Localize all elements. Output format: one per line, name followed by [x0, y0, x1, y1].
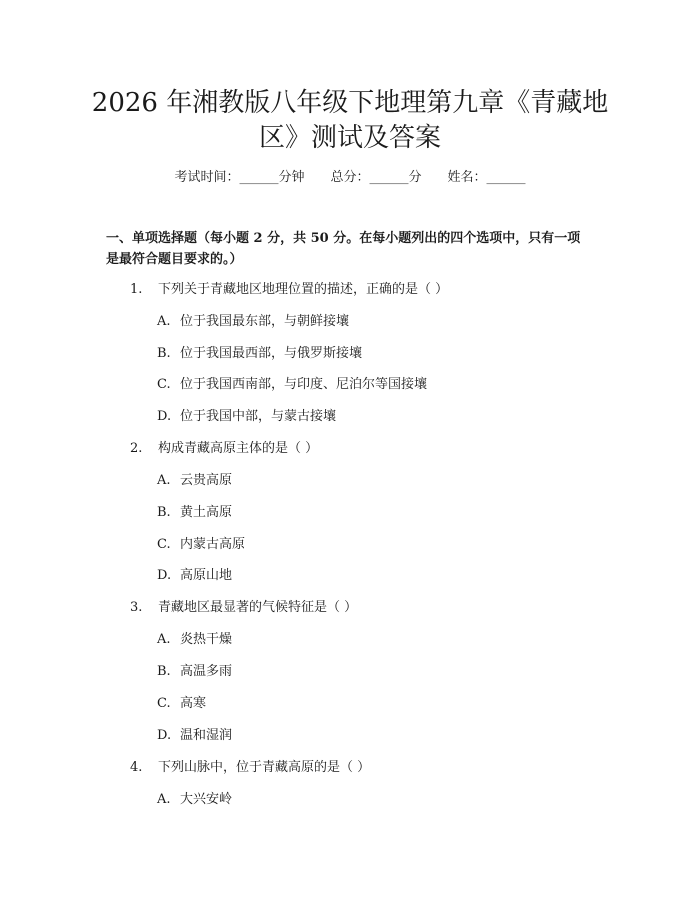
question-2-option-a [157, 471, 232, 491]
question-1-option-a [157, 312, 349, 332]
option-text: 位于我国西南部，与印度、尼泊尔等国接壤 [180, 377, 428, 392]
question-2 [130, 439, 318, 459]
question-number: 1. [130, 282, 143, 297]
option-letter: A. [157, 314, 171, 329]
option-letter: D. [157, 728, 172, 743]
option-letter: B. [157, 505, 171, 520]
question-3-option-b [157, 662, 232, 682]
question-3-option-c [157, 694, 206, 714]
option-text: 炎热干燥 [180, 632, 233, 647]
option-letter: C. [157, 537, 171, 552]
option-text: 高寒 [180, 696, 207, 711]
question-number: 4. [130, 760, 143, 775]
option-text: 黄土高原 [180, 505, 233, 520]
question-3-option-a [157, 630, 232, 650]
question-3 [130, 598, 357, 618]
question-1-option-b [157, 344, 362, 364]
question-text: 构成青藏高原主体的是（ ） [158, 441, 319, 456]
option-letter: C. [157, 377, 171, 392]
option-text: 温和湿润 [180, 728, 233, 743]
question-number: 3. [130, 600, 143, 615]
option-text: 大兴安岭 [180, 792, 233, 807]
question-3-option-d [157, 726, 232, 746]
document-title-line1: 2026 年湘教版八年级下地理第九章《青藏地 [91, 88, 609, 118]
option-text: 位于我国中部，与蒙古接壤 [180, 409, 337, 424]
exam-info-line: 考试时间：______分钟 总分：______分 姓名：______ [174, 170, 526, 185]
option-letter: C. [157, 696, 171, 711]
question-2-option-c [157, 535, 245, 555]
option-letter: A. [157, 632, 171, 647]
question-1 [130, 280, 448, 300]
section-heading-line1: 一、单项选择题（每小题 2 分，共 50 分。在每小题列出的四个选项中，只有一项 [106, 231, 581, 246]
question-1-option-c [157, 375, 427, 395]
option-letter: A. [157, 792, 171, 807]
question-4-option-a [157, 790, 232, 810]
question-text: 青藏地区最显著的气候特征是（ ） [158, 600, 358, 615]
option-letter: B. [157, 346, 171, 361]
option-letter: B. [157, 664, 171, 679]
option-text: 内蒙古高原 [180, 537, 246, 552]
option-text: 高温多雨 [180, 664, 233, 679]
question-2-option-b [157, 503, 232, 523]
option-text: 高原山地 [180, 568, 233, 583]
option-text: 位于我国最西部，与俄罗斯接壤 [180, 346, 363, 361]
question-text: 下列山脉中，位于青藏高原的是（ ） [158, 760, 371, 775]
option-text: 云贵高原 [180, 473, 233, 488]
document-title-line2: 区》测试及答案 [258, 123, 441, 153]
option-letter: D. [157, 568, 172, 583]
question-1-option-d [157, 407, 336, 427]
option-letter: A. [157, 473, 171, 488]
section-heading-line2: 是最符合题目要求的。） [106, 252, 243, 267]
question-4 [130, 758, 370, 778]
question-number: 2. [130, 441, 143, 456]
question-text: 下列关于青藏地区地理位置的描述，正确的是（ ） [158, 282, 449, 297]
option-letter: D. [157, 409, 172, 424]
option-text: 位于我国最东部，与朝鲜接壤 [180, 314, 350, 329]
question-2-option-d [157, 566, 232, 586]
